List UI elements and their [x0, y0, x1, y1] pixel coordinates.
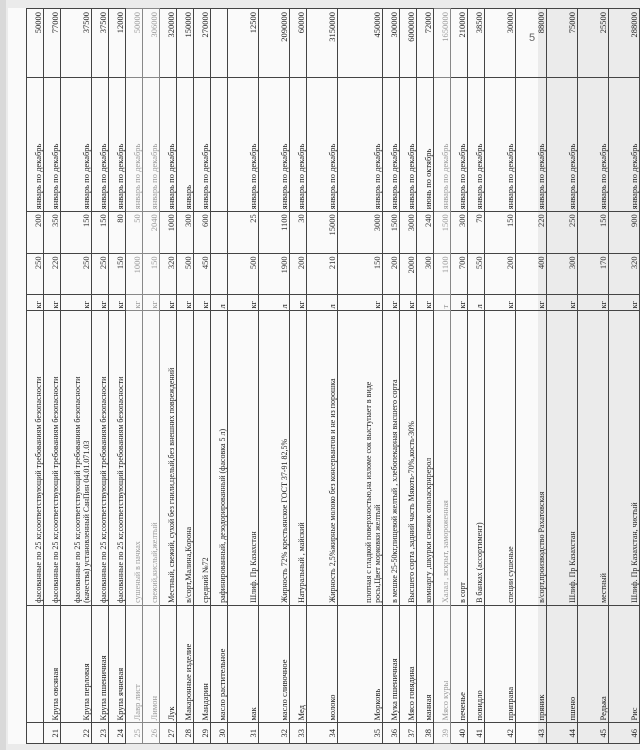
description-line: сушеный в пачках — [133, 541, 142, 603]
unit-cell: кг — [126, 295, 143, 311]
description-line: Шлиф. Пр Казахстан — [249, 531, 258, 603]
table-row — [92, 9, 109, 744]
quantity-cell: 250 — [61, 254, 92, 295]
description-line: (качества) установленный СанПин 04.01.071.03 — [82, 440, 91, 603]
row-number-cell — [27, 723, 44, 744]
period-cell: январь по декабрь — [338, 77, 383, 212]
period-cell: январь по декабрь — [434, 77, 451, 212]
row-number-cell: 32 — [259, 723, 290, 744]
quantity-cell: 550 — [468, 254, 485, 295]
quantity-cell — [211, 254, 228, 295]
quantity-cell: 500 — [177, 254, 194, 295]
row-number-cell: 26 — [143, 723, 160, 744]
total-cell: 3150000 — [307, 9, 338, 78]
scanned-page — [8, 8, 639, 744]
row-number-cell: 43 — [516, 723, 547, 744]
price-cell: 350 — [44, 212, 61, 254]
binder-edge — [0, 0, 6, 750]
description-cell — [468, 311, 485, 605]
row-number-cell: 35 — [338, 723, 383, 744]
table-row — [160, 9, 177, 744]
total-cell: 75000 — [547, 9, 578, 78]
description-cell — [109, 311, 126, 605]
item-name-cell: Мандарин — [194, 605, 211, 723]
unit-cell: кг — [61, 295, 92, 311]
total-cell: 37500 — [61, 9, 92, 78]
price-cell: 1500 — [434, 212, 451, 254]
description-line: в сорт — [458, 582, 467, 603]
description-line: Шлиф. Пр Казахстан, чистый — [630, 502, 639, 603]
item-name-cell: Макаронные изделие — [177, 605, 194, 723]
quantity-cell: 200 — [485, 254, 516, 295]
description-line: росы,Цвет морковки желтый — [373, 504, 382, 603]
description-line: рафинированный, дезодорированный (фасовка 5 л) — [218, 428, 227, 603]
total-cell: 2090000 — [259, 9, 290, 78]
table-row — [451, 9, 468, 744]
description-cell — [211, 311, 228, 605]
price-cell: 3000 — [338, 212, 383, 254]
table-row — [44, 9, 61, 744]
item-name-cell: Редька — [578, 605, 609, 723]
description-cell — [143, 311, 160, 605]
procurement-table — [26, 8, 640, 744]
description-line: Жирность 72% крестьянское ГОСТ 37-91 82,5% — [280, 438, 289, 603]
quantity-cell: 300 — [417, 254, 434, 295]
table-row — [609, 9, 640, 744]
period-cell: январь по декабрь — [383, 77, 400, 212]
price-cell: 50 — [126, 212, 143, 254]
total-cell: 12000 — [109, 9, 126, 78]
item-name-cell: Мясо куры — [434, 605, 451, 723]
row-number-cell: 41 — [468, 723, 485, 744]
quantity-cell: 150 — [143, 254, 160, 295]
unit-cell: кг — [290, 295, 307, 311]
row-number-cell: 36 — [383, 723, 400, 744]
period-cell: январь по декабрь — [400, 77, 417, 212]
description-cell — [44, 311, 61, 605]
unit-cell: кг — [400, 295, 417, 311]
unit-cell: кг — [160, 295, 177, 311]
price-cell: 1500 — [383, 212, 400, 254]
table-row — [290, 9, 307, 744]
price-cell: 1100 — [259, 212, 290, 254]
unit-cell: кг — [27, 295, 44, 311]
price-cell — [211, 212, 228, 254]
table-row — [516, 9, 547, 744]
item-name-cell — [27, 605, 44, 723]
total-cell: 25500 — [578, 9, 609, 78]
quantity-cell: 300 — [547, 254, 578, 295]
description-line: фасованные по 25 кг,соответствующий требованиям безопасности — [73, 376, 82, 603]
row-number-cell: 22 — [61, 723, 92, 744]
unit-cell: кг — [177, 295, 194, 311]
unit-cell: кг — [417, 295, 434, 311]
period-cell: январь по декабрь — [194, 77, 211, 212]
unit-cell: кг — [92, 295, 109, 311]
period-cell: январь по декабрь — [578, 77, 609, 212]
unit-cell: кг — [547, 295, 578, 311]
item-name-cell: Мука пшеничная — [383, 605, 400, 723]
quantity-cell: 320 — [160, 254, 177, 295]
item-name-cell: Крупа перловая — [61, 605, 92, 723]
row-number-cell: 37 — [400, 723, 417, 744]
row-number-cell: 38 — [417, 723, 434, 744]
description-cell — [338, 311, 383, 605]
page-number: 5 — [529, 32, 536, 44]
price-cell: 15000 — [307, 212, 338, 254]
row-number-cell: 44 — [547, 723, 578, 744]
quantity-cell: 700 — [451, 254, 468, 295]
description-cell — [417, 311, 434, 605]
period-cell: январь по декабрь — [143, 77, 160, 212]
price-cell: 900 — [609, 212, 640, 254]
description-line: В банках (ассортимент) — [475, 522, 484, 603]
total-cell: 37500 — [92, 9, 109, 78]
price-cell: 3000 — [400, 212, 417, 254]
row-number-cell: 42 — [485, 723, 516, 744]
item-name-cell: пшено — [547, 605, 578, 723]
table-row — [383, 9, 400, 744]
total-cell: 38500 — [468, 9, 485, 78]
description-cell — [400, 311, 417, 605]
description-cell — [290, 311, 307, 605]
period-cell: январь по декабрь — [109, 77, 126, 212]
unit-cell: кг — [609, 295, 640, 311]
description-cell — [578, 311, 609, 605]
description-line: средний №72 — [201, 557, 210, 603]
description-cell — [434, 311, 451, 605]
description-line: Местный, свежий, сухой без гнили,целый,без внешних повреждений — [167, 367, 176, 603]
price-cell: 150 — [578, 212, 609, 254]
unit-cell: кг — [578, 295, 609, 311]
row-number-cell: 28 — [177, 723, 194, 744]
description-line: комнаргу ,шкурки снежок ополаскрнрерол — [424, 457, 433, 603]
item-name-cell: печенье — [451, 605, 468, 723]
quantity-cell: 1100 — [434, 254, 451, 295]
table-row — [434, 9, 451, 744]
description-cell — [61, 311, 92, 605]
period-cell: январь по декабрь — [307, 77, 338, 212]
description-cell — [383, 311, 400, 605]
period-cell — [211, 77, 228, 212]
quantity-cell: 1900 — [259, 254, 290, 295]
description-line: Натуральный , майский — [297, 522, 306, 603]
unit-cell: кг — [109, 295, 126, 311]
quantity-cell: 220 — [44, 254, 61, 295]
price-cell: 300 — [177, 212, 194, 254]
price-cell: 150 — [61, 212, 92, 254]
row-number-cell: 25 — [126, 723, 143, 744]
row-number-cell: 34 — [307, 723, 338, 744]
description-cell — [259, 311, 290, 605]
table-row — [578, 9, 609, 744]
row-number-cell: 33 — [290, 723, 307, 744]
total-cell: 50000 — [27, 9, 44, 78]
period-cell: январь по декабрь — [609, 77, 640, 212]
item-name-cell: масло сливочное — [259, 605, 290, 723]
item-name-cell: приправа — [485, 605, 516, 723]
quantity-cell: 2000 — [400, 254, 417, 295]
period-cell: январь по декабрь — [451, 77, 468, 212]
table-row — [194, 9, 211, 744]
period-cell: январь по декабрь — [468, 77, 485, 212]
description-line: в/сорт,производство Рахатовская — [537, 491, 546, 603]
table-row — [417, 9, 434, 744]
table-row — [228, 9, 259, 744]
price-cell: 150 — [92, 212, 109, 254]
total-cell: 306000 — [143, 9, 160, 78]
period-cell: январь по декабрь — [61, 77, 92, 212]
table-row — [547, 9, 578, 744]
total-cell: 88000 — [516, 9, 547, 78]
item-name-cell: Рис — [609, 605, 640, 723]
description-line: фасованные по 25 кг,соответствующий требованиям безопасности — [34, 376, 43, 603]
unit-cell: кг — [228, 295, 259, 311]
description-cell — [160, 311, 177, 605]
row-number-cell: 29 — [194, 723, 211, 744]
quantity-cell: 1000 — [126, 254, 143, 295]
unit-cell: т — [434, 295, 451, 311]
item-name-cell: масло растительное — [211, 605, 228, 723]
total-cell: 1650000 — [434, 9, 451, 78]
quantity-cell: 450 — [194, 254, 211, 295]
total-cell: 270000 — [194, 9, 211, 78]
description-cell — [451, 311, 468, 605]
item-name-cell: молоко — [307, 605, 338, 723]
total-cell: 300000 — [383, 9, 400, 78]
item-name-cell: Морковь — [338, 605, 383, 723]
table-row — [307, 9, 338, 744]
price-cell: 70 — [468, 212, 485, 254]
price-cell: 30 — [290, 212, 307, 254]
price-cell: 250 — [547, 212, 578, 254]
unit-cell: кг — [143, 295, 160, 311]
item-name-cell: пряник — [516, 605, 547, 723]
period-cell: январь по декабрь — [92, 77, 109, 212]
quantity-cell: 250 — [92, 254, 109, 295]
table-row — [400, 9, 417, 744]
quantity-cell: 150 — [109, 254, 126, 295]
description-cell — [485, 311, 516, 605]
row-number-cell: 45 — [578, 723, 609, 744]
table-row — [27, 9, 44, 744]
description-line: свежий,кислый,желтый — [150, 522, 159, 603]
price-cell: 220 — [516, 212, 547, 254]
item-name-cell: Лавр лист — [126, 605, 143, 723]
total-cell: 288000 — [609, 9, 640, 78]
description-line: Шлиф. Пр Казахстан — [568, 531, 577, 603]
table-row — [109, 9, 126, 744]
total-cell: 30000 — [485, 9, 516, 78]
item-name-cell: Лук — [160, 605, 177, 723]
description-cell — [27, 311, 44, 605]
description-cell — [92, 311, 109, 605]
unit-cell: кг — [516, 295, 547, 311]
period-cell: январь по декабрь — [228, 77, 259, 212]
row-number-cell: 23 — [92, 723, 109, 744]
description-line: Жирность 2,5%жирные молоко без консервантов и не из порошка — [328, 378, 337, 603]
description-cell — [228, 311, 259, 605]
item-name-cell: манная — [417, 605, 434, 723]
row-number-cell: 46 — [609, 723, 640, 744]
price-cell: 150 — [485, 212, 516, 254]
row-number-cell: 30 — [211, 723, 228, 744]
unit-cell: л — [307, 295, 338, 311]
period-cell: январь по декабрь — [516, 77, 547, 212]
period-cell: январь по декабрь — [547, 77, 578, 212]
unit-cell: кг — [194, 295, 211, 311]
description-cell — [194, 311, 211, 605]
price-cell: 600 — [194, 212, 211, 254]
item-name-cell: повидло — [468, 605, 485, 723]
total-cell — [211, 9, 228, 78]
price-cell: 1000 — [160, 212, 177, 254]
price-cell: 25 — [228, 212, 259, 254]
unit-cell: кг — [44, 295, 61, 311]
description-cell — [516, 311, 547, 605]
period-cell: январь по декабрь — [290, 77, 307, 212]
period-cell: июнь по октябрь — [417, 77, 434, 212]
table-row — [338, 9, 383, 744]
quantity-cell: 320 — [609, 254, 640, 295]
row-number-cell: 39 — [434, 723, 451, 744]
table-row — [177, 9, 194, 744]
period-cell: январь по декабрь — [126, 77, 143, 212]
table-row — [61, 9, 92, 744]
description-line: специи сушеные — [506, 546, 515, 603]
total-cell: 150000 — [177, 9, 194, 78]
table-row — [143, 9, 160, 744]
total-cell: 72000 — [417, 9, 434, 78]
period-cell: январь — [177, 77, 194, 212]
item-name-cell: Крупа пшеничная — [92, 605, 109, 723]
total-cell: 60000 — [290, 9, 307, 78]
price-cell: 300 — [451, 212, 468, 254]
price-cell: 200 — [27, 212, 44, 254]
quantity-cell: 400 — [516, 254, 547, 295]
quantity-cell: 150 — [338, 254, 383, 295]
unit-cell: кг — [338, 295, 383, 311]
unit-cell: кг — [485, 295, 516, 311]
table-row — [126, 9, 143, 744]
quantity-cell: 500 — [228, 254, 259, 295]
quantity-cell: 200 — [290, 254, 307, 295]
description-line: фасованные по 25 кг,соответствующий требованиям безопасности — [51, 376, 60, 603]
item-name-cell: Лимон — [143, 605, 160, 723]
table-row — [485, 9, 516, 744]
unit-cell: кг — [383, 295, 400, 311]
description-line: плотная с гладкой поверхностью,на изломе сок выступает в виде — [364, 381, 373, 603]
period-cell: январь по декабрь — [44, 77, 61, 212]
description-cell — [547, 311, 578, 605]
price-cell: 2040 — [143, 212, 160, 254]
description-line: фасованные по 25 кг,соответствующий требованиям безопасности — [116, 376, 125, 603]
period-cell: январь по декабрь — [27, 77, 44, 212]
description-cell — [177, 311, 194, 605]
quantity-cell: 200 — [383, 254, 400, 295]
total-cell: 450000 — [338, 9, 383, 78]
row-number-cell: 27 — [160, 723, 177, 744]
total-cell: 210000 — [451, 9, 468, 78]
row-number-cell: 24 — [109, 723, 126, 744]
description-line: фасованные по 25 кг,соответствующий требованиям безопасности — [99, 376, 108, 603]
period-cell: январь по декабрь — [160, 77, 177, 212]
row-number-cell: 40 — [451, 723, 468, 744]
unit-cell: л — [211, 295, 228, 311]
period-cell: январь по декабрь — [259, 77, 290, 212]
rotated-table-area — [26, 8, 639, 744]
table-row — [259, 9, 290, 744]
description-line: Халал , вскрыт, замороженная — [441, 500, 450, 603]
total-cell: 6000000 — [400, 9, 417, 78]
description-cell — [609, 311, 640, 605]
total-cell: 50000 — [126, 9, 143, 78]
item-name-cell: Мясо говядина — [400, 605, 417, 723]
total-cell: 320000 — [160, 9, 177, 78]
price-cell: 240 — [417, 212, 434, 254]
item-name-cell: Мед — [290, 605, 307, 723]
total-cell: 77000 — [44, 9, 61, 78]
description-cell — [307, 311, 338, 605]
item-name-cell: Крупа овсяная — [44, 605, 61, 723]
table-row — [468, 9, 485, 744]
description-cell — [126, 311, 143, 605]
unit-cell: л — [468, 295, 485, 311]
quantity-cell: 170 — [578, 254, 609, 295]
item-name-cell: Крупа ячневая — [109, 605, 126, 723]
price-cell: 80 — [109, 212, 126, 254]
row-number-cell: 31 — [228, 723, 259, 744]
total-cell: 12500 — [228, 9, 259, 78]
period-cell: январь по декабрь — [485, 77, 516, 212]
unit-cell: кг — [451, 295, 468, 311]
description-line: в/сорт,Малина,Корона — [184, 526, 193, 603]
quantity-cell: 250 — [27, 254, 44, 295]
description-line: в мешке 25-50кг,пищевой желтый , хлебопекарная высшего сорта — [390, 379, 399, 603]
description-line: Высшего сорта ,задний часть Мякоть-70%,кость-30% — [407, 421, 416, 603]
quantity-cell: 210 — [307, 254, 338, 295]
description-line: местный — [599, 573, 608, 603]
item-name-cell: мак — [228, 605, 259, 723]
row-number-cell: 21 — [44, 723, 61, 744]
unit-cell: л — [259, 295, 290, 311]
table-body — [27, 9, 640, 744]
table-row — [211, 9, 228, 744]
